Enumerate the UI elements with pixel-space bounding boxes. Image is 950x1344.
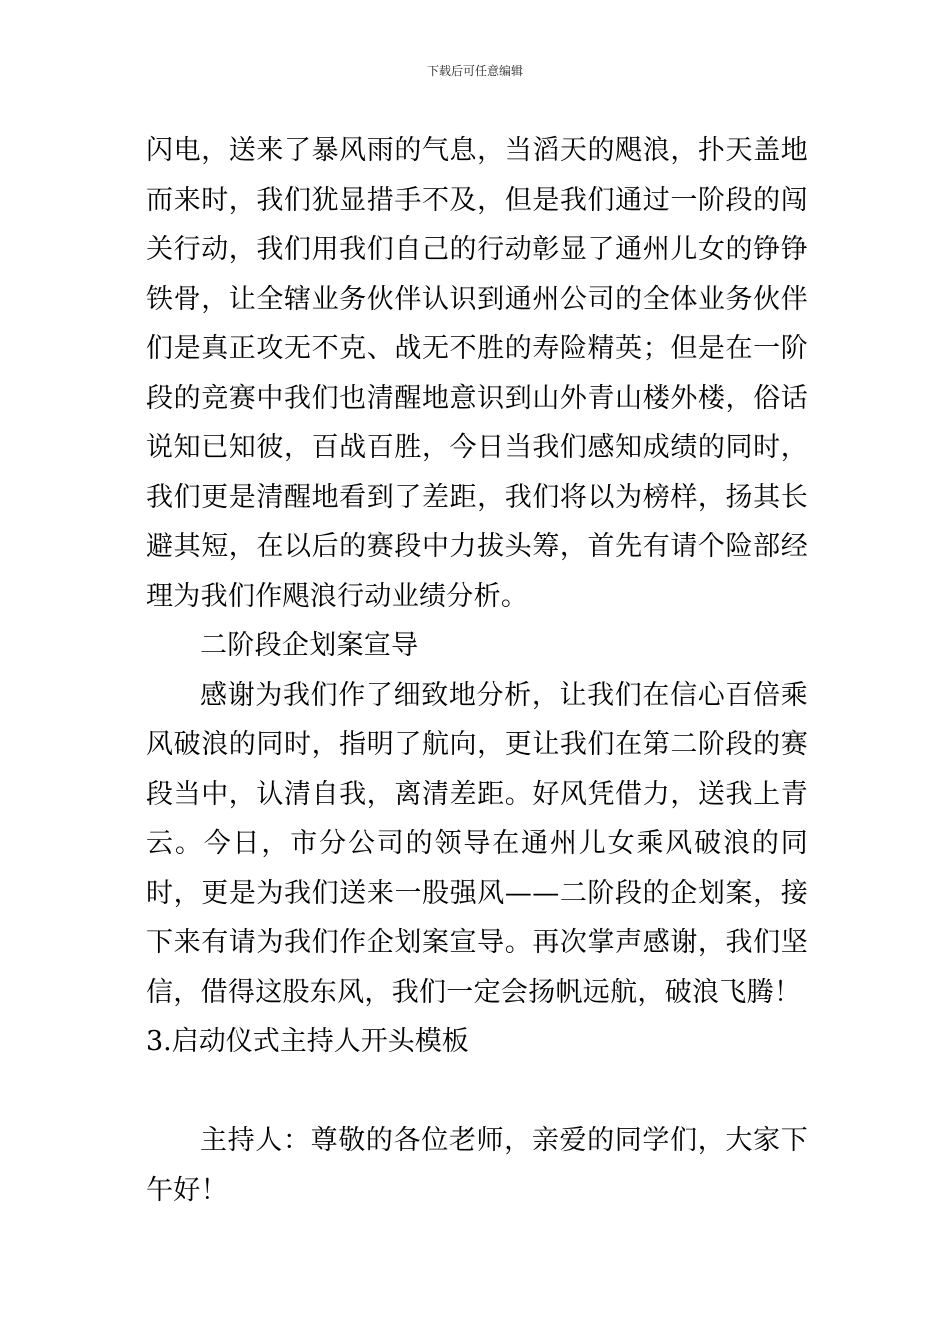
paragraph-4: 主持人：尊敬的各位老师，亲爱的同学们，大家下午好！ [146, 1125, 808, 1206]
paragraph-3: 感谢为我们作了细致地分析，让我们在信心百倍乘风破浪的同时，指明了航向，更让我们在第二阶段的赛段当中，认清自我，离清差距。好风凭借力，送我上青云。今日，市分公司的领导在通州儿女乘风破浪的同时，更是为我们送来一股强风——二阶段的企划案，接下来有请为我们作企划案宣导。再次掌声感谢，我们坚信，借得这股东风，我们一定会扬帆远航，破浪飞腾！ [146, 679, 808, 1008]
header-text: 下载后可任意编辑 [426, 64, 523, 78]
blank-line [146, 1067, 808, 1117]
paragraph-2: 二阶段企划案宣导 [200, 630, 419, 661]
document-body [146, 126, 808, 1215]
section-heading: 3.启动仪式主持人开头模板 [146, 1026, 469, 1057]
page-header [0, 63, 950, 79]
paragraph-1: 闪电，送来了暴风雨的气息，当滔天的飓浪，扑天盖地而来时，我们犹显措手不及，但是我们通过一阶段的闯关行动，我们用我们自己的行动彰显了通州儿女的铮铮铁骨，让全辖业务伙伴认识到通州公司的全体业务伙伴们是真正攻无不克、战无不胜的寿险精英；但是在一阶段的竞赛中我们也清醒地意识到山外青山楼外楼，俗话说知已知彼，百战百胜，今日当我们感知成绩的同时，我们更是清醒地看到了差距，我们将以为榜样，扬其长避其短，在以后的赛段中力拔头筹，首先有请个险部经理为我们作飓浪行动业绩分析。 [146, 135, 808, 612]
